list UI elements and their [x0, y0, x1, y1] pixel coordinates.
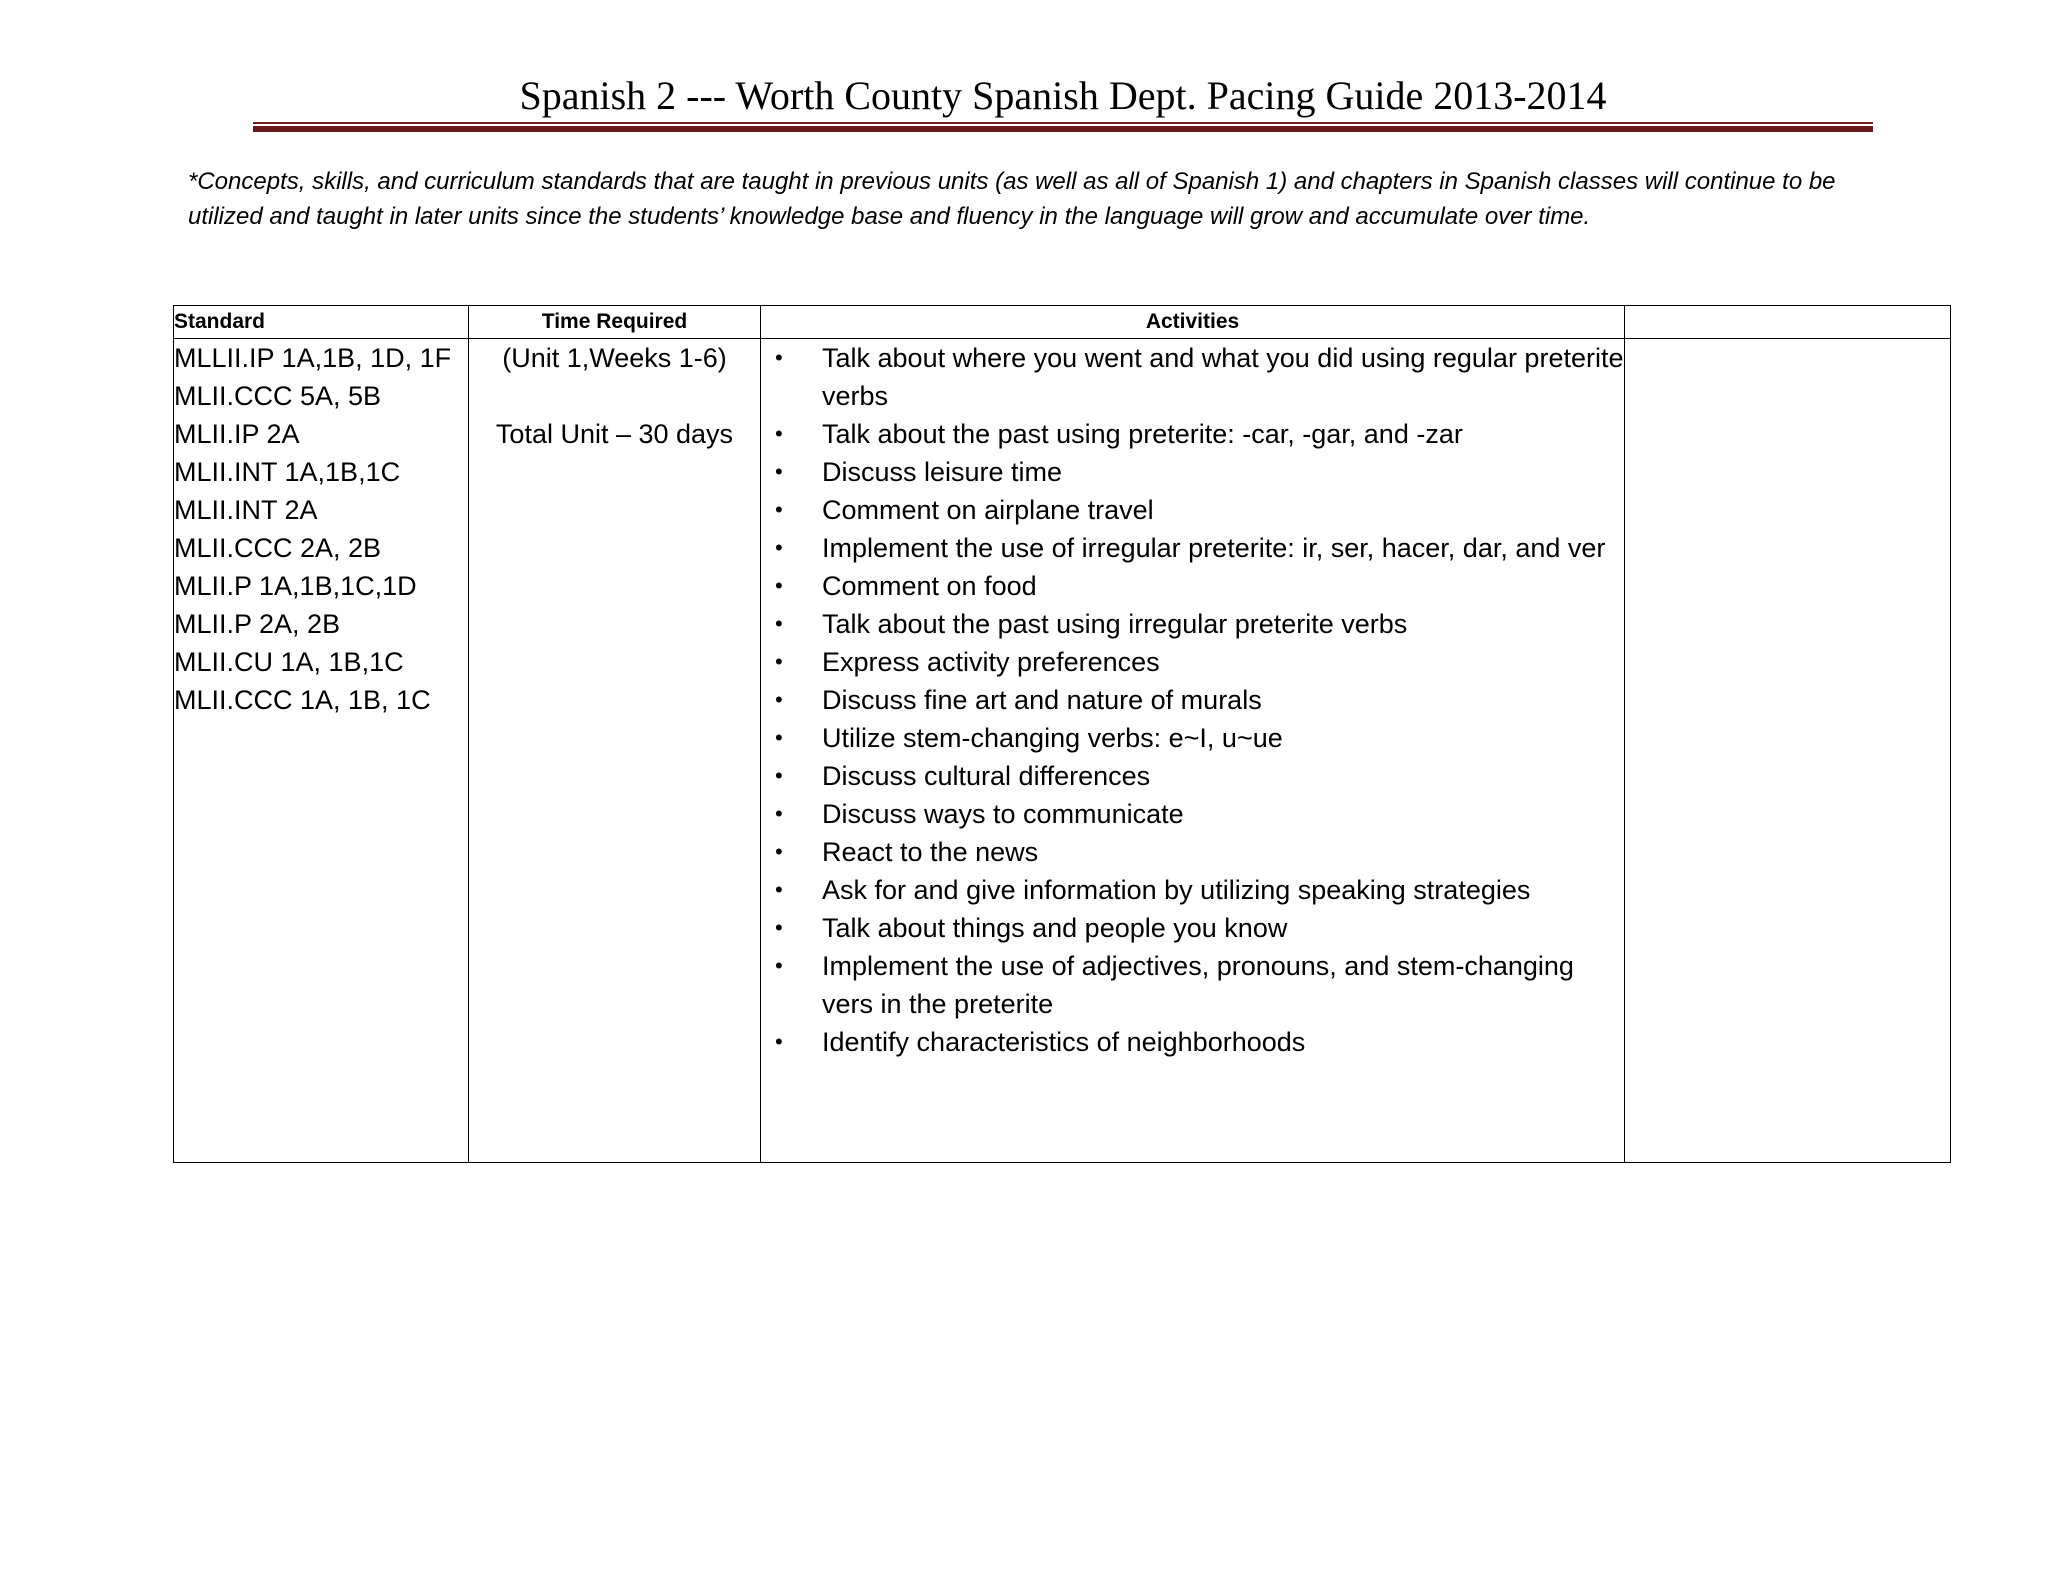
- list-item: [761, 681, 1624, 719]
- time-total-days: Total Unit – 30 days: [495, 419, 734, 449]
- activity-text: Implement the use of irregular preterite: ir, ser, hacer, dar, and ver: [822, 533, 1606, 563]
- list-item: [761, 871, 1624, 909]
- list-item: [761, 795, 1624, 833]
- title-rule-thin: [253, 122, 1873, 124]
- bullet-icon: •: [775, 649, 783, 674]
- list-item: [761, 605, 1624, 643]
- pacing-guide-table: [173, 305, 1951, 1163]
- list-item: [761, 719, 1624, 757]
- activity-text: Discuss fine art and nature of murals: [822, 685, 1262, 715]
- standard-item: MLII.CCC 2A, 2B: [174, 533, 382, 563]
- bullet-icon: •: [775, 725, 783, 750]
- header-time-required: Time Required: [469, 306, 761, 339]
- bullet-icon: •: [775, 953, 783, 978]
- bullet-icon: •: [775, 421, 783, 446]
- list-item: [761, 567, 1624, 605]
- bullet-icon: •: [775, 459, 783, 484]
- standard-item: MLII.IP 2A: [174, 419, 300, 449]
- title-rule-thick: [253, 126, 1873, 132]
- activity-text: Comment on food: [822, 571, 1037, 601]
- activity-text: Implement the use of adjectives, pronouns, and stem-changing vers in the preterite: [822, 951, 1574, 1019]
- activity-text: Identify characteristics of neighborhoods: [822, 1027, 1306, 1057]
- document-title: Spanish 2 --- Worth County Spanish Dept. Pacing Guide 2013-2014: [519, 73, 1607, 118]
- standard-item: MLII.INT 2A: [174, 495, 318, 525]
- table-row: [174, 339, 1951, 1163]
- list-item: [761, 529, 1624, 567]
- activity-text: Express activity preferences: [822, 647, 1160, 677]
- standard-item: MLII.P 1A,1B,1C,1D: [174, 571, 417, 601]
- list-item: [761, 491, 1624, 529]
- activity-text: Talk about things and people you know: [822, 913, 1288, 943]
- activity-text: Comment on airplane travel: [822, 495, 1154, 525]
- bullet-icon: •: [775, 1029, 783, 1054]
- list-item: [761, 453, 1624, 491]
- bullet-icon: •: [775, 535, 783, 560]
- bullet-icon: •: [775, 763, 783, 788]
- activity-text: Talk about the past using preterite: -car, -gar, and -zar: [822, 419, 1463, 449]
- standards-cell: [174, 339, 469, 1163]
- activity-text: Talk about the past using irregular preterite verbs: [822, 609, 1408, 639]
- standard-item: MLLII.IP 1A,1B, 1D, 1F: [174, 343, 452, 373]
- time-required-cell: [469, 339, 761, 1163]
- bullet-icon: •: [775, 497, 783, 522]
- curriculum-note: *Concepts, skills, and curriculum standards that are taught in previous units (as well as all of Spanish 1) and chapters in Spanish classes will continue to be utilized and taught in later units since the students’ knowledge base and fluency in the language will grow and accumulate over time.: [188, 168, 1836, 230]
- list-item: [761, 339, 1624, 415]
- activity-text: Talk about where you went and what you did using regular preterite verbs: [822, 343, 1624, 411]
- activities-list: [761, 339, 1624, 1061]
- header-extra: [1625, 306, 1951, 339]
- standard-item: MLII.CU 1A, 1B,1C: [174, 647, 404, 677]
- list-item: [761, 947, 1624, 1023]
- standard-item: MLII.CCC 1A, 1B, 1C: [174, 685, 431, 715]
- bullet-icon: •: [775, 801, 783, 826]
- activity-text: Ask for and give information by utilizing speaking strategies: [822, 875, 1531, 905]
- bullet-icon: •: [775, 345, 783, 370]
- table-header-row: [174, 306, 1951, 339]
- bullet-icon: •: [775, 573, 783, 598]
- activity-text: Utilize stem-changing verbs: e~I, u~ue: [822, 723, 1283, 753]
- list-item: [761, 909, 1624, 947]
- activity-text: Discuss cultural differences: [822, 761, 1151, 791]
- list-item: [761, 833, 1624, 871]
- activity-text: Discuss leisure time: [822, 457, 1063, 487]
- list-item: [761, 415, 1624, 453]
- bullet-icon: •: [775, 915, 783, 940]
- standard-item: MLII.P 2A, 2B: [174, 609, 341, 639]
- list-item: [761, 1023, 1624, 1061]
- standard-item: MLII.INT 1A,1B,1C: [174, 457, 401, 487]
- bullet-icon: •: [775, 611, 783, 636]
- header-standard: Standard: [174, 306, 469, 339]
- header-activities: Activities: [761, 306, 1625, 339]
- activity-text: Discuss ways to communicate: [822, 799, 1184, 829]
- time-unit-weeks: (Unit 1,Weeks 1-6): [502, 343, 727, 373]
- bullet-icon: •: [775, 687, 783, 712]
- list-item: [761, 757, 1624, 795]
- activity-text: React to the news: [822, 837, 1039, 867]
- time-spacer: [469, 377, 760, 415]
- activities-cell: [761, 339, 1625, 1163]
- standard-item: MLII.CCC 5A, 5B: [174, 381, 382, 411]
- bullet-icon: •: [775, 839, 783, 864]
- bullet-icon: •: [775, 877, 783, 902]
- list-item: [761, 643, 1624, 681]
- extra-cell: [1625, 339, 1951, 1163]
